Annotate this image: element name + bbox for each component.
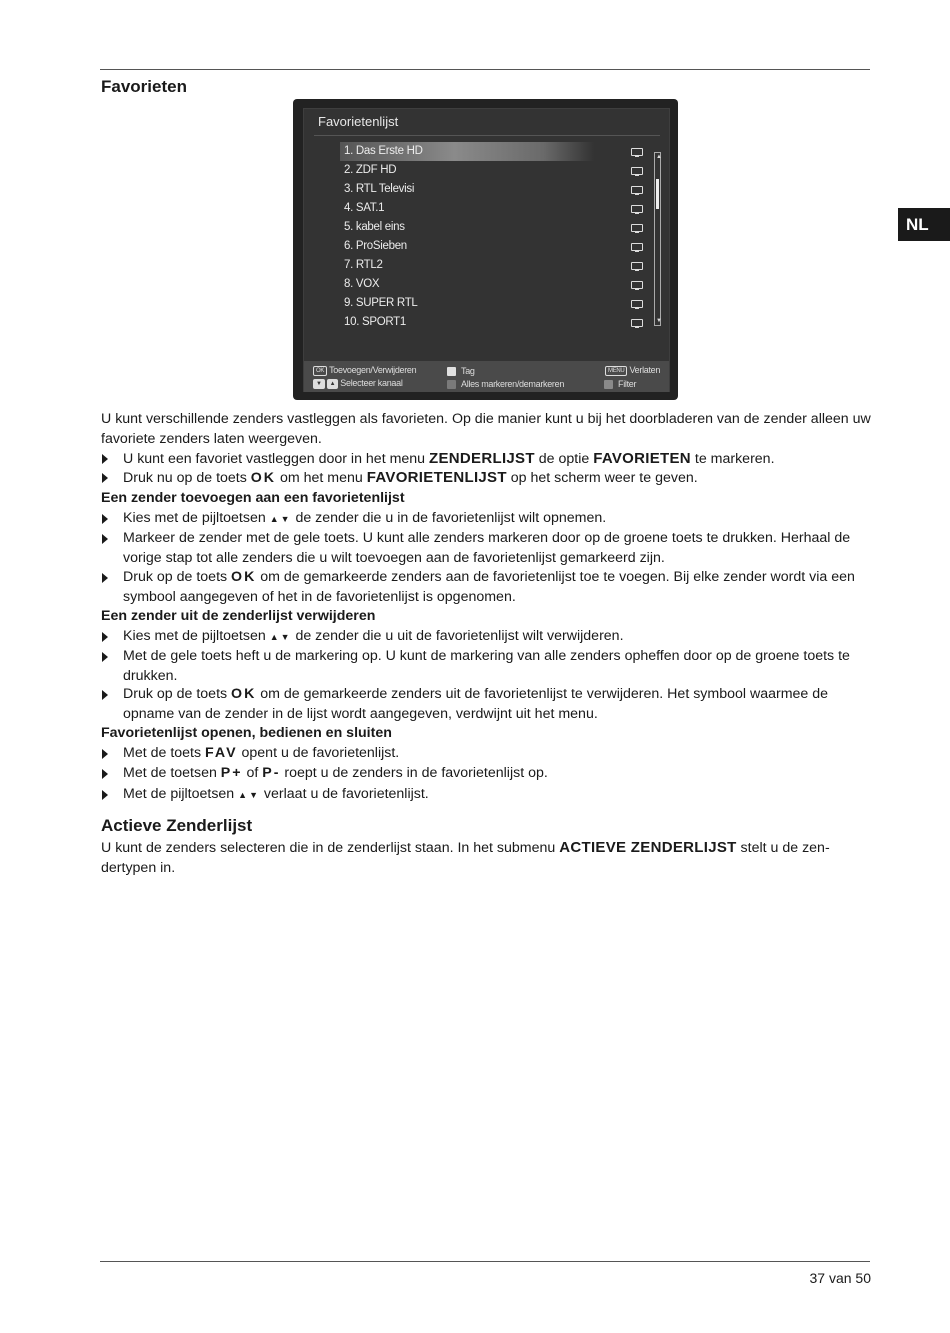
tv-icon bbox=[631, 186, 643, 194]
list-item: U kunt een favoriet vastleggen door in het menu ZENDERLIJST de optie FAVORIETEN te markeren. bbox=[123, 450, 775, 467]
bullet-icon bbox=[102, 632, 108, 642]
scroll-down-icon: ▼ bbox=[656, 318, 662, 324]
tv-icon bbox=[631, 224, 643, 232]
down-key-icon: ▼ bbox=[313, 379, 325, 389]
tv-title-divider bbox=[314, 135, 660, 136]
ok-key-icon: OK bbox=[313, 366, 327, 376]
list-item: Met de toets FAV opent u de favorietenlijst. bbox=[123, 745, 400, 761]
bullet-icon bbox=[102, 573, 108, 583]
section-title-actieve-zenderlijst: Actieve Zenderlijst bbox=[101, 816, 253, 835]
up-key-icon: ▲ bbox=[327, 379, 339, 389]
channel-item[interactable]: 7. RTL2 bbox=[344, 259, 383, 271]
top-rule bbox=[100, 69, 870, 70]
channel-item[interactable]: 9. SUPER RTL bbox=[344, 297, 418, 309]
channel-item[interactable]: 6. ProSieben bbox=[344, 240, 407, 252]
footer-nav-label: Selecteer kanaal bbox=[340, 378, 403, 388]
arrow-keys-icon: ▲▼ bbox=[269, 632, 292, 642]
bullet-icon bbox=[102, 473, 108, 483]
arrow-keys-icon: ▲▼ bbox=[269, 514, 292, 524]
list-item: Druk op de toets OK om de gemarkeerde zenders uit de favorietenlijst te verwijderen. Het symbool waarmee de opname van de zender in de lijst wordt aangegeven, verdwijnt uit het menu. bbox=[123, 686, 829, 722]
list-item: Druk nu op de toets OK om het menu FAVORIETENLIJST op het scherm weer te geven. bbox=[123, 469, 698, 486]
channel-item[interactable]: 8. VOX bbox=[344, 278, 380, 290]
scrollbar-thumb[interactable] bbox=[656, 179, 659, 209]
tv-icon bbox=[631, 319, 643, 327]
tv-icon bbox=[631, 300, 643, 308]
footer-tag-label: Tag bbox=[461, 366, 475, 376]
footer-markall-hint bbox=[447, 379, 564, 389]
channel-item[interactable]: 2. ZDF HD bbox=[344, 164, 397, 176]
channel-item[interactable]: 5. kabel eins bbox=[344, 221, 405, 233]
list-item: Kies met de pijltoetsen ▲▼ de zender die u uit de favorietenlijst wilt verwijderen. bbox=[123, 628, 624, 644]
tv-icon bbox=[631, 167, 643, 175]
footer-exit-label: Verlaten bbox=[629, 365, 661, 375]
tv-menu-footer bbox=[304, 361, 669, 392]
bullet-icon bbox=[102, 454, 108, 464]
tv-screenshot bbox=[293, 99, 678, 400]
list-item: Met de pijltoetsen ▲▼ verlaat u de favorietenlijst. bbox=[123, 786, 429, 802]
bullet-icon bbox=[102, 749, 108, 759]
language-tab: NL bbox=[898, 208, 950, 241]
green-key-icon bbox=[447, 380, 456, 389]
tv-menu-title: Favorietenlijst bbox=[318, 114, 399, 129]
yellow-key-icon bbox=[447, 367, 456, 376]
bullet-icon bbox=[102, 769, 108, 779]
footer-filter-label: Filter bbox=[618, 379, 637, 389]
footer-filter-hint bbox=[604, 379, 636, 389]
scroll-up-icon: ▲ bbox=[656, 154, 662, 160]
channel-item[interactable]: 10. SPORT1 bbox=[344, 316, 406, 328]
footer-tag-hint bbox=[447, 366, 475, 376]
list-item: Met de gele toets heft u de markering op. U kunt de markering van alle zenders opheffen door op de groene toets te drukken. bbox=[123, 648, 850, 684]
channel-item[interactable]: 4. SAT.1 bbox=[344, 202, 385, 214]
footer-exit-hint bbox=[605, 365, 660, 376]
bullet-icon bbox=[102, 534, 108, 544]
bottom-rule bbox=[100, 1261, 870, 1262]
actieve-paragraph: U kunt de zenders selecteren die in de zenderlijst staan. In het submenu ACTIEVE ZENDERLIJST stelt u de zen-dertypen in. bbox=[101, 839, 830, 876]
subheading-add: Een zender toevoegen aan een favorietenlijst bbox=[101, 490, 405, 506]
tv-menu-panel bbox=[303, 108, 670, 392]
list-item: Druk op de toets OK om de gemarkeerde zenders aan de favorietenlijst toe te voegen. Bij elke zender wordt via een symbool aangegeven of het in de favorietenlijst is opgenomen. bbox=[123, 569, 855, 605]
bullet-icon bbox=[102, 514, 108, 524]
blue-key-icon bbox=[604, 380, 613, 389]
list-item: Met de toetsen P+ of P- roept u de zenders in de favorietenlijst op. bbox=[123, 765, 548, 781]
footer-ok-label: Toevoegen/Verwijderen bbox=[329, 365, 417, 375]
channel-item[interactable]: 3. RTL Televisi bbox=[344, 183, 415, 195]
intro-paragraph: U kunt verschillende zenders vastleggen als favorieten. Op die manier kunt u bij het doorbladeren van de zender alleen uw favoriete zenders laten weergeven. bbox=[101, 411, 871, 447]
tv-icon bbox=[631, 148, 643, 156]
list-item: Markeer de zender met de gele toets. U kunt alle zenders markeren door op de groene toets te drukken. Herhaal de vorige stap tot alle zenders die u wilt toevoegen aan de favorietenlijst gemarkeerd zijn. bbox=[123, 530, 851, 566]
channel-item[interactable]: 1. Das Erste HD bbox=[340, 142, 594, 161]
tv-icon bbox=[631, 281, 643, 289]
bullet-icon bbox=[102, 652, 108, 662]
footer-ok-hint bbox=[313, 365, 416, 376]
subheading-remove: Een zender uit de zenderlijst verwijderen bbox=[101, 608, 376, 624]
footer-markall-label: Alles markeren/demarkeren bbox=[461, 379, 565, 389]
page-number: 37 van 50 bbox=[809, 1270, 871, 1286]
menu-key-icon: MENU bbox=[605, 366, 627, 376]
list-item: Kies met de pijltoetsen ▲▼ de zender die u in de favorietenlijst wilt opnemen. bbox=[123, 510, 607, 526]
bullet-icon bbox=[102, 690, 108, 700]
arrow-keys-icon: ▲▼ bbox=[238, 790, 260, 800]
footer-nav-hint bbox=[313, 378, 403, 389]
tv-icon bbox=[631, 205, 643, 213]
section-title-favorieten: Favorieten bbox=[101, 77, 187, 96]
subheading-open-close: Favorietenlijst openen, bedienen en sluiten bbox=[101, 725, 392, 741]
channel-list-scrollbar[interactable] bbox=[654, 152, 661, 326]
tv-icon bbox=[631, 262, 643, 270]
tv-icon bbox=[631, 243, 643, 251]
bullet-icon bbox=[102, 790, 108, 800]
